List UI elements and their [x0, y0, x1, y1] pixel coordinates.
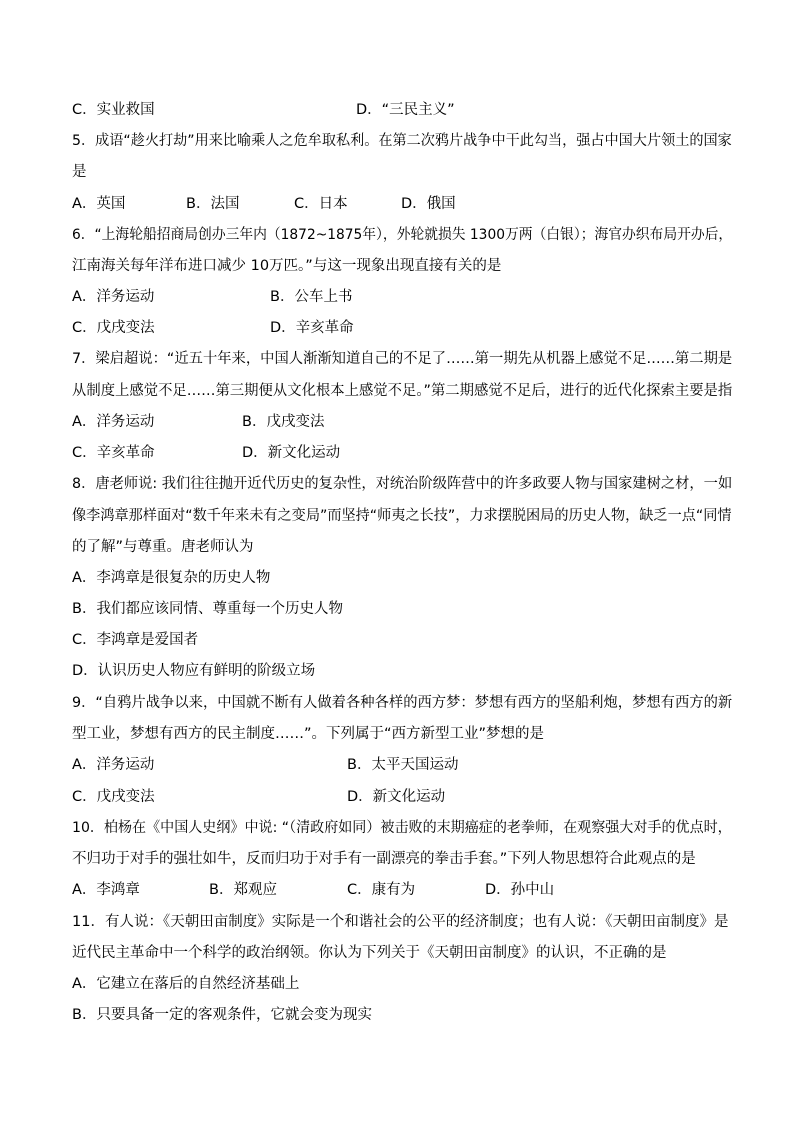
q8-option-b: B．我们都应该同情、尊重每一个历史人物: [72, 601, 343, 617]
q5-option-d: D．俄国: [401, 196, 456, 212]
q8-option-a: A．李鸿章是很复杂的历史人物: [72, 570, 271, 586]
q5-stem-line-2: 是: [72, 164, 87, 180]
q7-stem-line-1: 7．梁启超说：“近五十年来，中国人渐渐知道自己的不足了……第一期先从机器上感觉不足……第二期是: [72, 351, 733, 367]
q11-option-b: B．只要具备一定的客观条件，它就会变为现实: [72, 1007, 372, 1023]
q11-stem-line-2: 近代民主革命中一个科学的政治纲领。你认为下列关于《天朝田亩制度》的认识，不正确的是: [72, 945, 667, 961]
q9-option-d: D．新文化运动: [347, 789, 446, 805]
q7-option-c: C．辛亥革命: [72, 445, 155, 461]
q6-option-d: D．辛亥革命: [270, 320, 354, 336]
q5-stem-line-1: 5．成语“趁火打劫”用来比喻乘人之危牟取私利。在第二次鸦片战争中干此勾当，强占中国大片领土的国家: [72, 133, 732, 149]
q8-option-d: D．认识历史人物应有鲜明的阶级立场: [72, 663, 316, 679]
q11-option-a: A．它建立在落后的自然经济基础上: [72, 976, 300, 992]
q9-stem-line-1: 9．“自鸦片战争以来，中国就不断有人做着各种各样的西方梦：梦想有西方的坚船利炮，梦想有西方的新: [72, 695, 733, 711]
q8-stem-line-1: 8．唐老师说: 我们往往抛开近代历史的复杂性，对统治阶级阵营中的许多政要人物与国家建树之材，一如: [72, 476, 733, 492]
q9-option-b: B．太平天国运动: [347, 757, 459, 773]
q5-option-c: C．日本: [294, 196, 348, 212]
q11-stem-line-1: 11．有人说：《天朝田亩制度》实际是一个和谐社会的公平的经济制度；也有人说：《天朝田亩制度》是: [72, 914, 729, 930]
q6-option-a: A．洋务运动: [72, 289, 155, 305]
q4-option-c: C．实业救国: [72, 102, 155, 118]
q9-option-c: C．戊戌变法: [72, 789, 155, 805]
q6-stem-line-2: 江南海关每年洋布进口减少 10万匹。”与这一现象出现直接有关的是: [72, 258, 502, 274]
q10-stem-line-2: 不归功于对手的强壮如牛，反而归功于对手有一副漂亮的拳击手套。”下列人物思想符合此观点的是: [72, 851, 696, 867]
q7-option-a: A．洋务运动: [72, 414, 155, 430]
q5-option-b: B．法国: [186, 196, 240, 212]
q10-option-d: D．孙中山: [485, 882, 555, 898]
q7-stem-line-2: 从制度上感觉不足……第三期便从文化根本上感觉不足。”第二期感觉不足后，进行的近代化探索主要是指: [72, 383, 733, 399]
q6-stem-line-1: 6．“上海轮船招商局创办三年内（1872~1875年），外轮就损失 1300万两（白银）；海官办织布局开办后，: [72, 227, 733, 243]
q8-stem-line-3: 的了解”与尊重。唐老师认为: [72, 539, 254, 555]
q5-option-a: A．英国: [72, 196, 126, 212]
q8-stem-line-2: 像李鸿章那样面对“数千年来未有之变局”而坚持“师夷之长技”，力求摆脱困局的历史人物，缺乏一点“同情: [72, 508, 732, 524]
q10-stem-line-1: 10．柏杨在《中国人史纲》中说: “（清政府如同）被击败的末期癌症的老拳师，在观察强大对手的优点时，: [72, 820, 732, 836]
q6-option-b: B．公车上书: [270, 289, 353, 305]
q9-stem-line-2: 型工业，梦想有西方的民主制度……”。下列属于“西方新型工业”梦想的是: [72, 726, 545, 742]
q10-option-c: C．康有为: [347, 882, 416, 898]
q6-option-c: C．戊戌变法: [72, 320, 155, 336]
q10-option-b: B．郑观应: [209, 882, 277, 898]
q7-option-b: B．戊戌变法: [242, 414, 325, 430]
q7-option-d: D．新文化运动: [242, 445, 341, 461]
q8-option-c: C．李鸿章是爱国者: [72, 632, 199, 648]
q4-option-d: D．“三民主义”: [356, 102, 455, 118]
q10-option-a: A．李鸿章: [72, 882, 140, 898]
q9-option-a: A．洋务运动: [72, 757, 155, 773]
